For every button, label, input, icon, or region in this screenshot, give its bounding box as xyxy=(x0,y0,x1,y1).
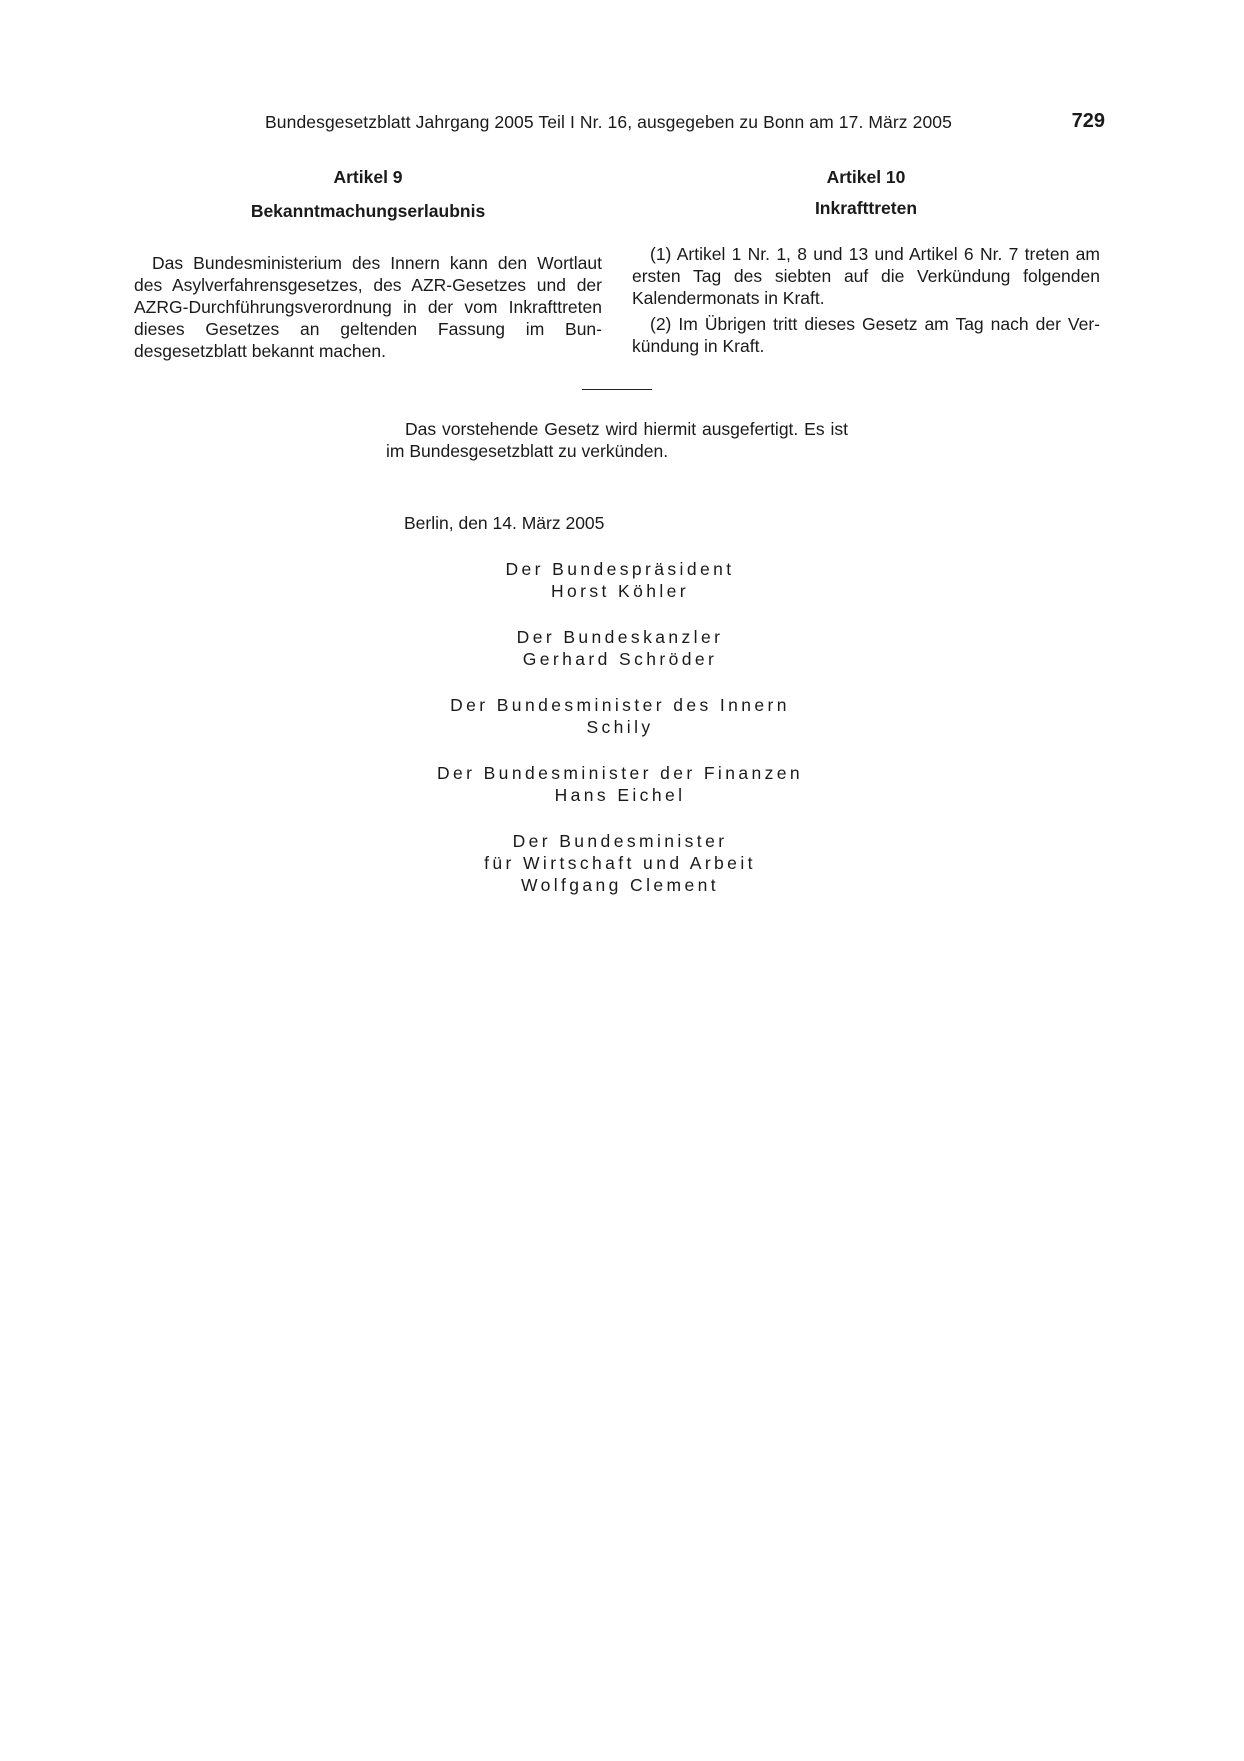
article-10-paragraph-1: (1) Artikel 1 Nr. 1, 8 und 13 und Artikel 6 Nr. 7 treten am ersten Tag des siebten auf die Verkündung folgenden Kalendermonats in Kraft. xyxy=(632,244,1100,308)
article-10-section xyxy=(632,166,1100,357)
article-9-title: Bekanntmachungserlaubnis xyxy=(250,201,486,221)
page-number: 729 xyxy=(1071,110,1105,132)
signature-block xyxy=(400,694,840,738)
signatory-name: Schily xyxy=(586,717,654,737)
section-divider xyxy=(582,389,652,390)
signatory-office-detail: für Wirtschaft und Arbeit xyxy=(484,853,756,873)
running-title: Bundesgesetzblatt Jahrgang 2005 Teil I Nr. 16, ausgegeben zu Bonn am 17. März 2005 xyxy=(265,112,952,132)
article-10-heading: Artikel 10 xyxy=(826,167,906,187)
signatory-office: Der Bundesminister der Finanzen xyxy=(436,763,804,783)
article-9-section xyxy=(134,166,602,362)
signature-list xyxy=(400,558,840,920)
signatory-name: Wolfgang Clement xyxy=(520,875,720,895)
signature-block xyxy=(400,558,840,602)
article-10-paragraph-2: (2) Im Übrigen tritt dieses Gesetz am Tag nach der Verkündung in Kraft. xyxy=(632,314,1100,356)
promulgation-statement: Das vorstehende Gesetz wird hiermit ausgefertigt. Es ist im Bundesgesetzblatt zu verkünden. xyxy=(386,419,848,461)
signatory-office: Der Bundesminister des Innern xyxy=(450,695,790,715)
signatory-office: Der Bundespräsident xyxy=(505,559,735,579)
article-9-paragraph: Das Bundesministerium des Innern kann den Wortlaut des Asylverfahrensgesetzes, des AZR-Gesetzes und der AZRG-Durchführungsverordnung in der vom Inkrafttreten dieses Gesetzes an geltenden Fassung im Bundesgesetzblatt bekannt machen. xyxy=(134,253,602,361)
signatory-name: Gerhard Schröder xyxy=(522,649,718,669)
article-9-heading: Artikel 9 xyxy=(333,167,403,187)
place-and-date: Berlin, den 14. März 2005 xyxy=(404,513,605,533)
page-header xyxy=(265,110,1105,138)
signatory-office: Der Bundesminister xyxy=(512,831,728,851)
signature-block xyxy=(400,626,840,670)
signatory-office: Der Bundeskanzler xyxy=(516,627,724,647)
signatory-name: Horst Köhler xyxy=(550,581,690,601)
signature-block xyxy=(400,830,840,896)
article-10-title: Inkrafttreten xyxy=(814,198,918,218)
signature-block xyxy=(400,762,840,806)
signatory-name: Hans Eichel xyxy=(554,785,686,805)
